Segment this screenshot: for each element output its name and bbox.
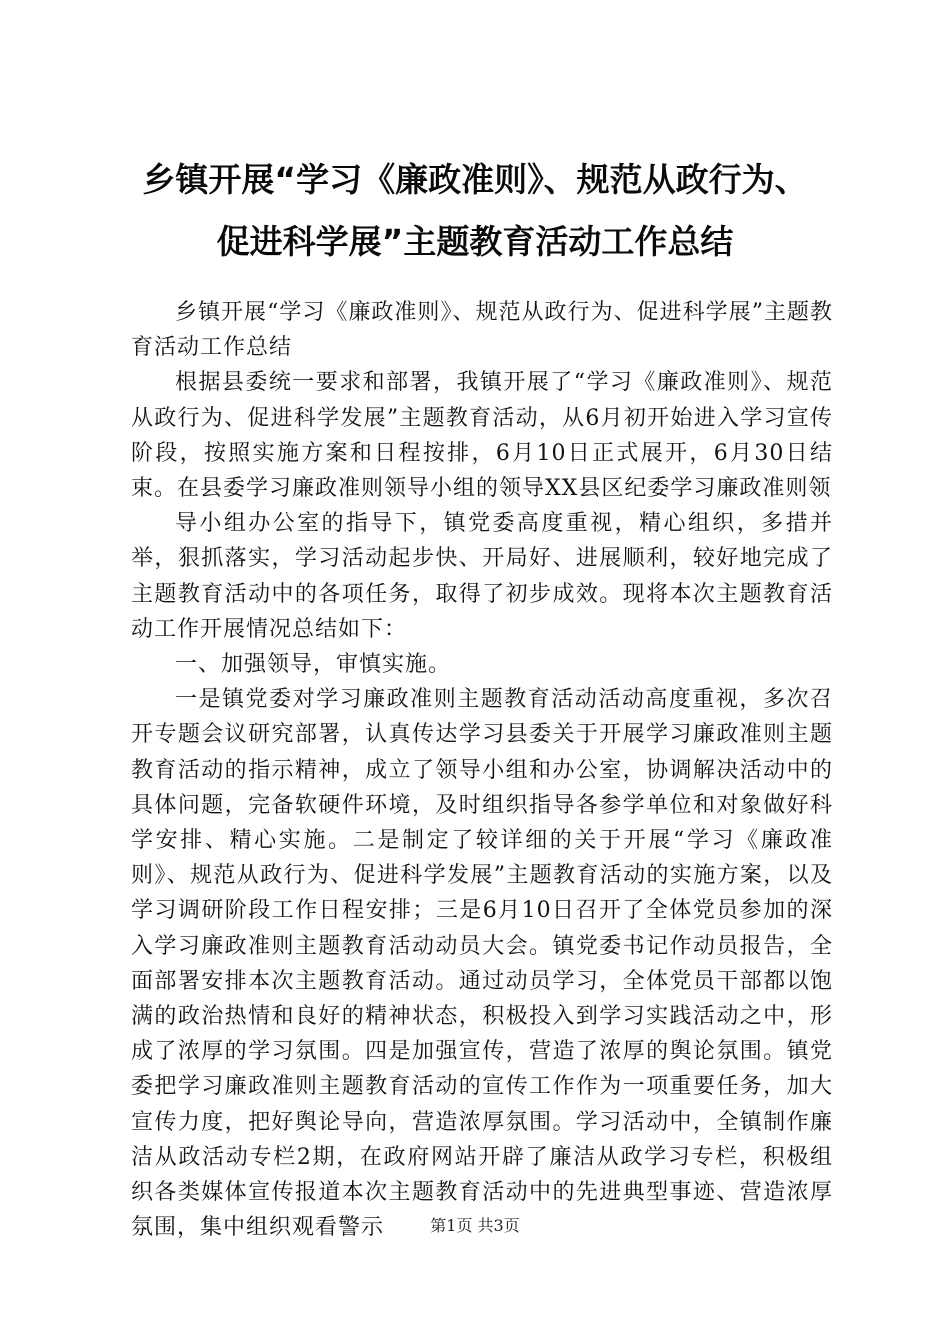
section-heading-1: 一、加强领导，审慎实施。 — [175, 652, 452, 678]
paragraph-repeat-title: 乡镇开展“学习《廉政准则》、规范从政行为、促进科学展”主题教育活动工作总结 — [131, 300, 833, 361]
document-body — [131, 295, 833, 1245]
page-number-footer: 第1页 共3页 — [430, 1216, 520, 1235]
paragraph-intro: 根据县委统一要求和部署，我镇开展了“学习《廉政准则》、规范从政行为、促进科学发展”主题教育活动，从6月初开始进入学习宣传阶段，按照实施方案和日程按排，6月10日正式展开，6月30日结束。在县委学习廉政准则领导小组的领导XX县区纪委学习廉政准则领 — [131, 370, 833, 502]
document-title-line-2: 促进科学展”主题教育活动工作总结 — [216, 222, 734, 261]
document-title-line-1: 乡镇开展“学习《廉政准则》、规范从政行为、 — [142, 160, 808, 199]
paragraph-intro-continued: 导小组办公室的指导下，镇党委高度重视，精心组织，多措并举，狠抓落实，学习活动起步快、开局好、进展顺利，较好地完成了主题教育活动中的各项任务，取得了初步成效。现将本次主题教育活动工作开展情况总结如下： — [131, 511, 833, 642]
paragraph-section-1: 一是镇党委对学习廉政准则主题教育活动活动高度重视，多次召开专题会议研究部署，认真传达学习县委关于开展学习廉政准则主题教育活动的指示精神，成立了领导小组和办公室，协调解决活动中的具体问题，完备软硬件环境，及时组织指导各参学单位和对象做好科学安排、精心实施。二是制定了较详细的关于开展“学习《廉政准则》、规范从政行为、促进科学发展”主题教育活动的实施方案，以及学习调研阶段工作日程安排；三是6月10日召开了全体党员参加的深入学习廉政准则主题教育活动动员大会。镇党委书记作动员报告，全面部署安排本次主题教育活动。通过动员学习，全体党员干部都以饱满的政治热情和良好的精神状态，积极投入到学习实践活动之中，形成了浓厚的学习氛围。四是加强宣传，营造了浓厚的舆论氛围。镇党委把学习廉政准则主题教育活动的宣传工作作为一项重要任务，加大宣传力度，把好舆论导向，营造浓厚氛围。学习活动中，全镇制作廉洁从政活动专栏2期，在政府网站开辟了廉洁从政学习专栏，积极组织各类媒体宣传报道本次主题教育活动中的先进典型事迹、营造浓厚氛围，集中组织观看警示 — [131, 687, 833, 1241]
